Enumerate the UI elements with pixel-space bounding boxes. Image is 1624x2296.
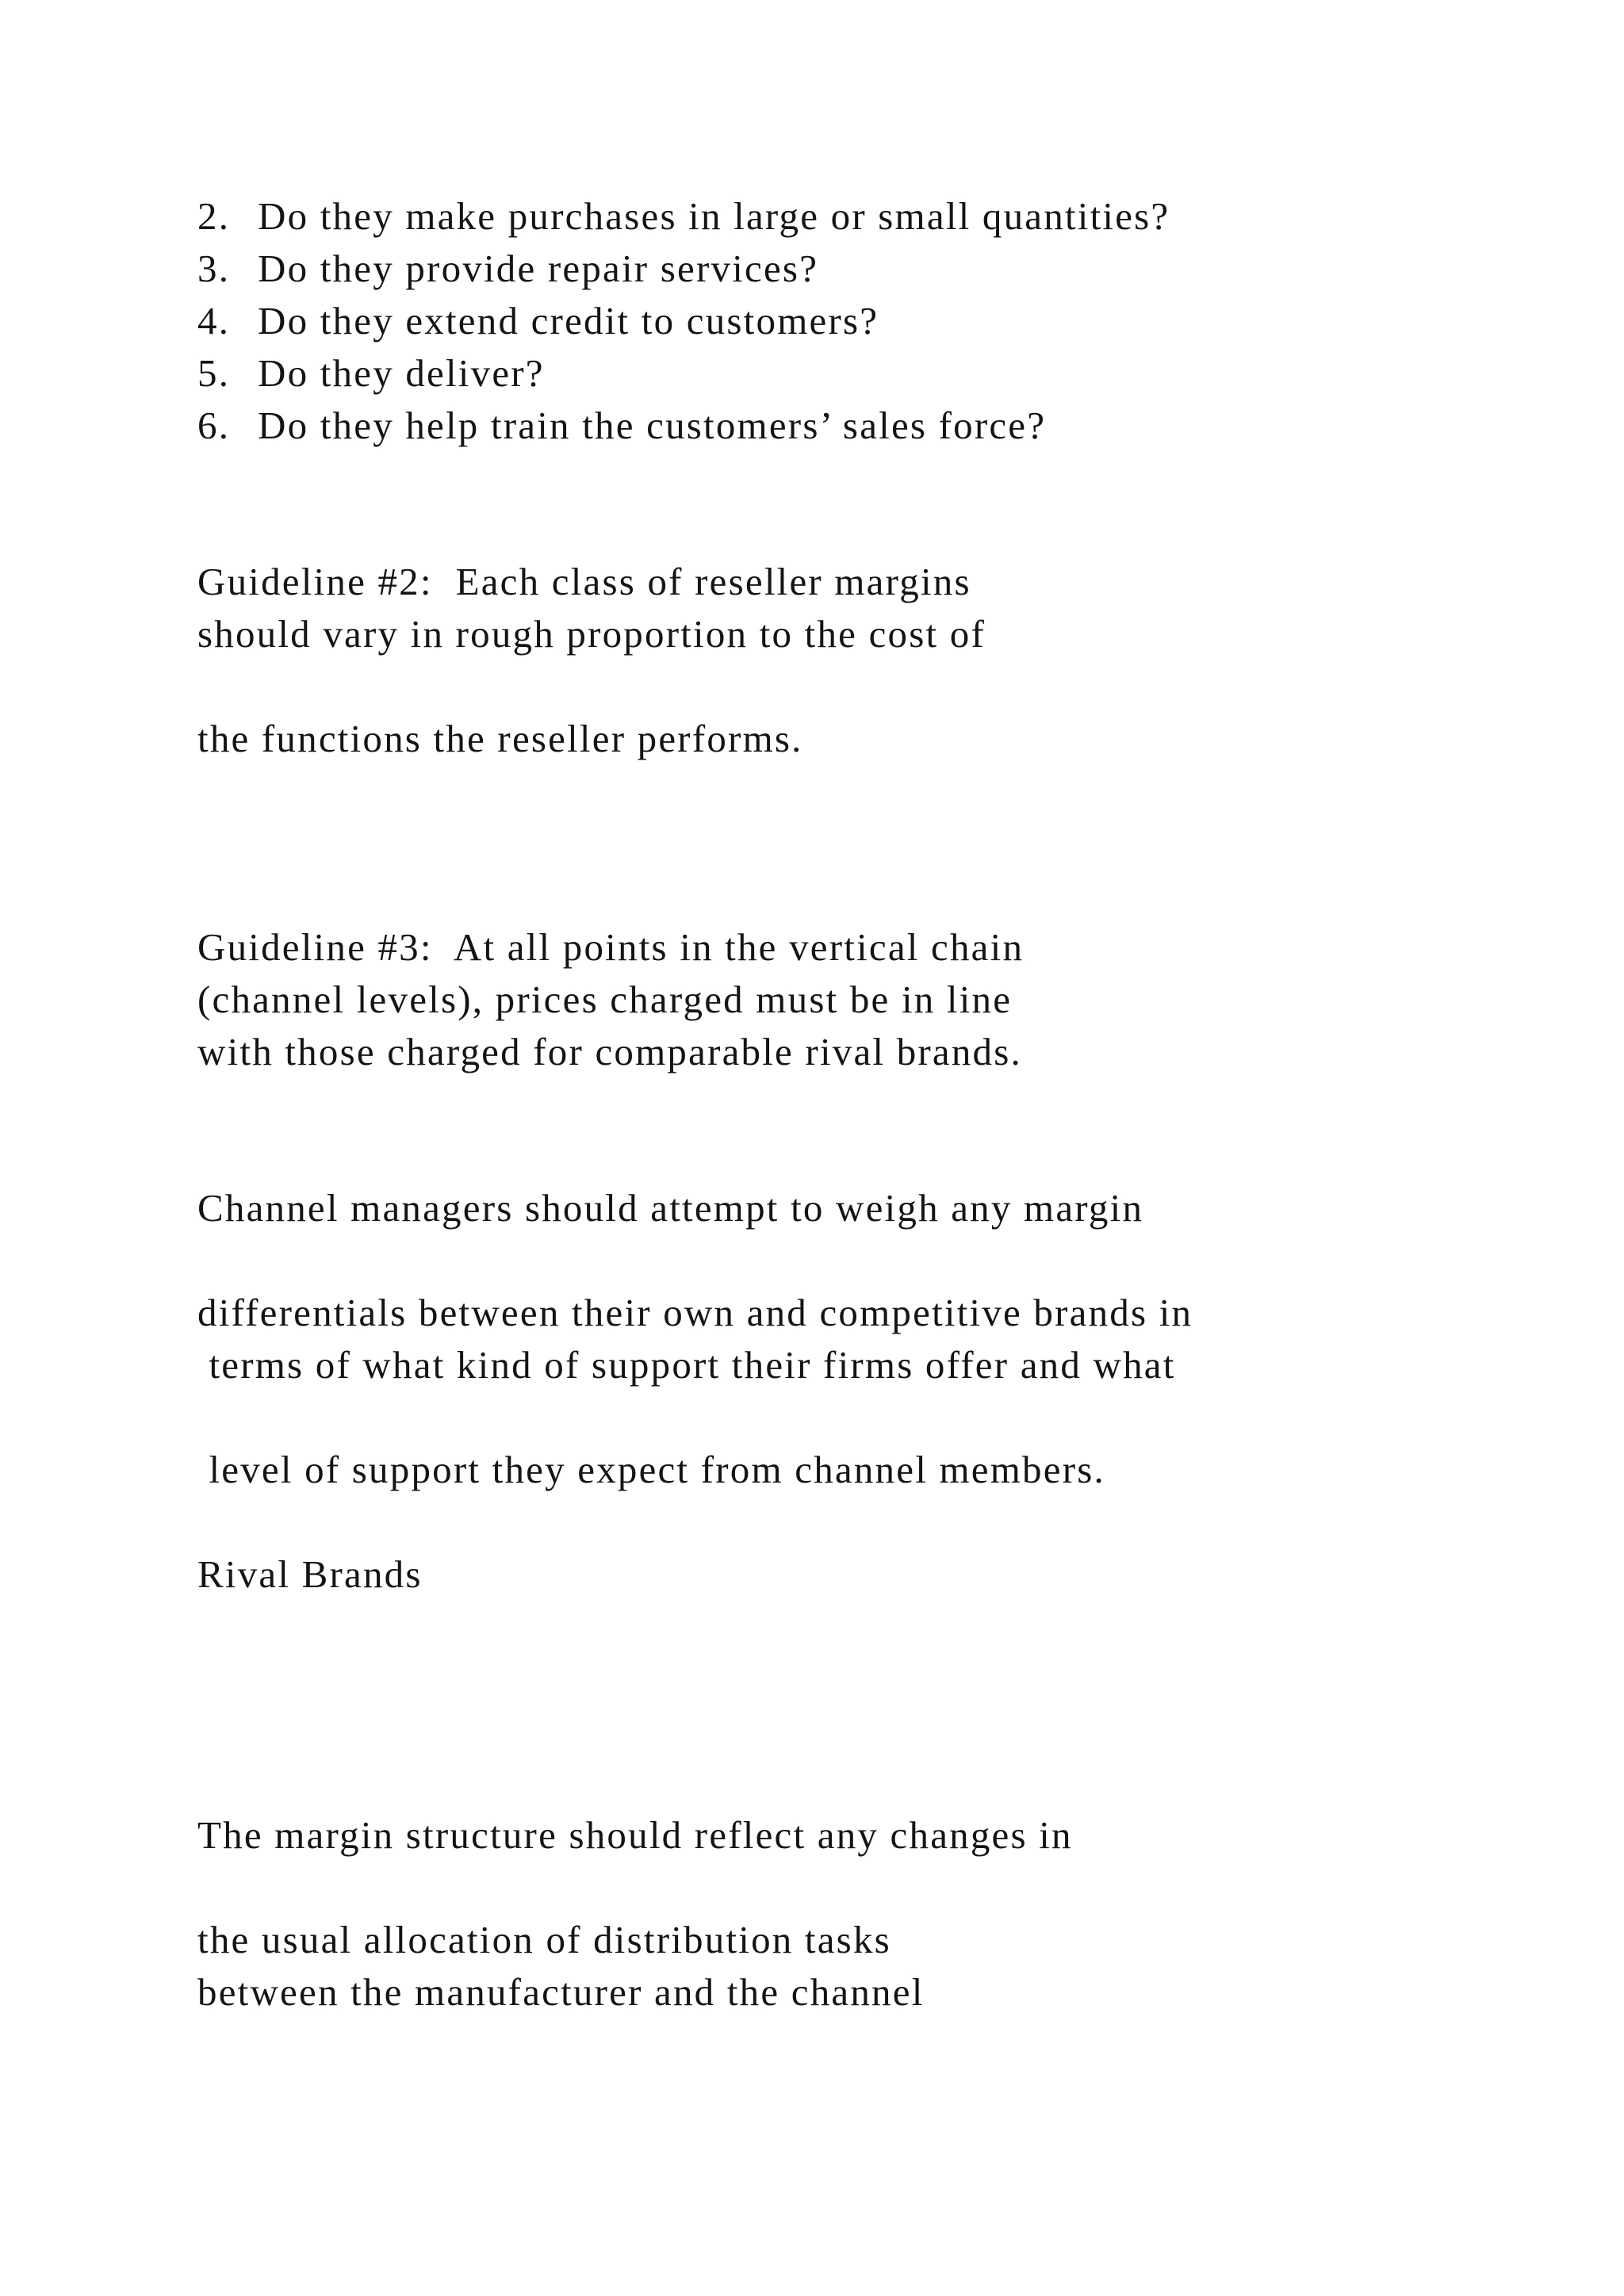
question-text: Do they extend credit to customers? [258, 299, 879, 342]
question-item [197, 249, 818, 288]
question-item [197, 301, 879, 340]
question-number: 4. [197, 299, 231, 342]
margin-paragraph-line-3: between the manufacturer and the channel [197, 1970, 925, 2014]
question-number: 6. [197, 404, 231, 447]
question-text: Do they help train the customers’ sales force? [258, 404, 1047, 447]
channel-paragraph-line-3: terms of what kind of support their firms offer and what [197, 1343, 1176, 1387]
question-number: 5. [197, 351, 231, 395]
margin-paragraph-line-1: The margin structure should reflect any changes in [197, 1813, 1073, 1857]
guideline-3-line-1: Guideline #3: At all points in the vertical chain [197, 925, 1025, 969]
question-item [197, 194, 1170, 238]
rival-brands-label: Rival Brands [197, 1552, 423, 1596]
question-text: Do they deliver? [258, 351, 545, 395]
question-number: 2. [197, 194, 231, 238]
question-text: Do they make purchases in large or small quantities? [258, 194, 1170, 238]
guideline-3-line-3: with those charged for comparable rival brands. [197, 1030, 1022, 1073]
guideline-2-line-2: should vary in rough proportion to the cost of [197, 612, 986, 656]
channel-paragraph-line-1: Channel managers should attempt to weigh any margin [197, 1186, 1144, 1230]
question-item [197, 406, 1046, 445]
margin-paragraph-line-2: the usual allocation of distribution tasks [197, 1918, 891, 1961]
guideline-2-line-1: Guideline #2: Each class of reseller margins [197, 560, 971, 603]
question-number: 3. [197, 247, 231, 290]
guideline-2-line-3: the functions the reseller performs. [197, 717, 803, 760]
question-item [197, 351, 545, 395]
question-text: Do they provide repair services? [258, 247, 819, 290]
channel-paragraph-line-2: differentials between their own and competitive brands in [197, 1291, 1193, 1334]
guideline-3-line-2: (channel levels), prices charged must be in line [197, 978, 1013, 1021]
channel-paragraph-line-4: level of support they expect from channel members. [197, 1448, 1105, 1491]
